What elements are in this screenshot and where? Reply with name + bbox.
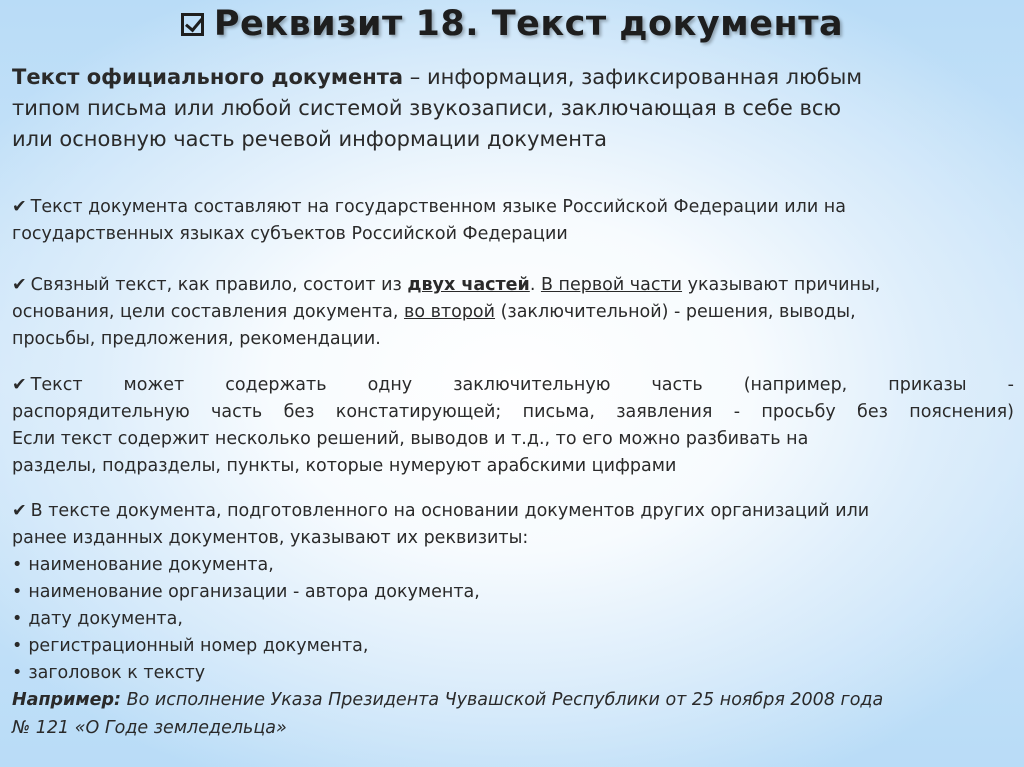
list-item: [12, 606, 1014, 633]
check-icon: ✔: [12, 197, 27, 217]
p2-text-b: .: [529, 275, 541, 295]
slide-title-text: Реквизит 18. Текст документа: [213, 4, 844, 44]
list-item-text: наименование документа,: [28, 555, 274, 575]
bullet-icon: •: [12, 582, 23, 602]
word: содержать: [225, 375, 327, 395]
word: [12, 372, 83, 399]
p3-line3: Если текст содержит несколько решений, выводов и т.д., то его можно разбивать на: [12, 429, 809, 449]
bullet-icon: •: [12, 609, 23, 629]
list-item-text: заголовок к тексту: [28, 663, 206, 683]
word: письма,: [522, 402, 595, 422]
p2-text-a: Связный текст, как правило, состоит из: [30, 275, 408, 295]
slide-title: [0, 4, 1024, 44]
definition-text-line1: информация, зафиксированная любым: [426, 65, 863, 89]
bullet-icon: •: [12, 636, 23, 656]
p2-line1: [12, 272, 1014, 299]
p3-line2: [12, 399, 1014, 426]
word: просьбу: [761, 402, 836, 422]
p1-line1: Текст документа составляют на государственном языке Российской Федерации или на: [30, 197, 846, 217]
definition-text-line3: или основную часть речевой информации документа: [12, 127, 608, 151]
list-item: [12, 660, 1014, 687]
paragraph-state-language: [12, 194, 1014, 248]
list-item-text: наименование организации - автора документа,: [28, 582, 480, 602]
check-icon: ✔: [12, 375, 27, 395]
p3-line4: разделы, подразделы, пункты, которые нумеруют арабскими цифрами: [12, 456, 677, 476]
word: приказы: [888, 375, 967, 395]
p1-line2: государственных языках субъектов Российской Федерации: [12, 224, 568, 244]
p1-line1-row: [12, 194, 1014, 221]
word: заключительную: [453, 375, 611, 395]
definition-paragraph: [12, 62, 1012, 155]
check-icon: ✔: [12, 275, 27, 295]
p1-line1-wrap: [12, 194, 846, 221]
example-label: Например:: [12, 690, 122, 710]
list-item: [12, 633, 1014, 660]
list-item-text: дату документа,: [28, 609, 183, 629]
paragraph-conclusion-part: [12, 372, 1014, 480]
p2-line2: [12, 299, 1014, 326]
check-icon: ✔: [12, 501, 27, 521]
paragraph-requisites: [12, 498, 1014, 687]
example-line1: Во исполнение Указа Президента Чувашской Республики от 25 ноября 2008 года: [121, 690, 884, 710]
word: (например,: [743, 375, 848, 395]
checkbox-icon: [181, 13, 204, 36]
p2-two-parts-emphasis: двух частей: [407, 275, 530, 295]
requisites-list: [12, 552, 1014, 687]
p2-line3: просьбы, предложения, рекомендации.: [12, 329, 381, 349]
p4-line1-text: В тексте документа, подготовленного на основании документов других организаций или: [30, 501, 870, 521]
list-item: [12, 579, 1014, 606]
word: -: [733, 402, 741, 422]
word: одну: [367, 375, 413, 395]
example-line2: № 121 «О Годе земледельца»: [12, 718, 287, 738]
word: может: [123, 375, 185, 395]
p4-line2: ранее изданных документов, указывают их реквизиты:: [12, 528, 529, 548]
p2-second-part-underlined: во второй: [404, 302, 496, 322]
bullet-icon: •: [12, 555, 23, 575]
p3-line1: [12, 372, 1014, 399]
word: без: [283, 402, 315, 422]
p4-line1: [12, 498, 1014, 525]
word: распорядительную: [12, 402, 190, 422]
bullet-icon: •: [12, 663, 23, 683]
word: заявления: [616, 402, 713, 422]
definition-dash: –: [403, 65, 427, 89]
p2-line2-b: (заключительной) - решения, выводы,: [495, 302, 856, 322]
word: -: [1007, 375, 1014, 395]
p2-text-c: указывают причины,: [682, 275, 881, 295]
p2-line2-a: основания, цели составления документа,: [12, 302, 405, 322]
list-item-text: регистрационный номер документа,: [28, 636, 369, 656]
word: пояснения): [909, 402, 1014, 422]
list-item: [12, 552, 1014, 579]
definition-term: Текст официального документа: [12, 65, 404, 89]
definition-text-line2: типом письма или любой системой звукозаписи, заключающая в себе всю: [12, 96, 842, 120]
example-paragraph: [12, 686, 1014, 742]
word: часть: [651, 375, 703, 395]
word: без: [857, 402, 888, 422]
paragraph-two-parts: [12, 272, 1014, 353]
word: констатирующей;: [335, 402, 502, 422]
p2-first-part-underlined: В первой части: [540, 275, 683, 295]
word-text: Текст: [30, 375, 83, 395]
word: часть: [211, 402, 263, 422]
